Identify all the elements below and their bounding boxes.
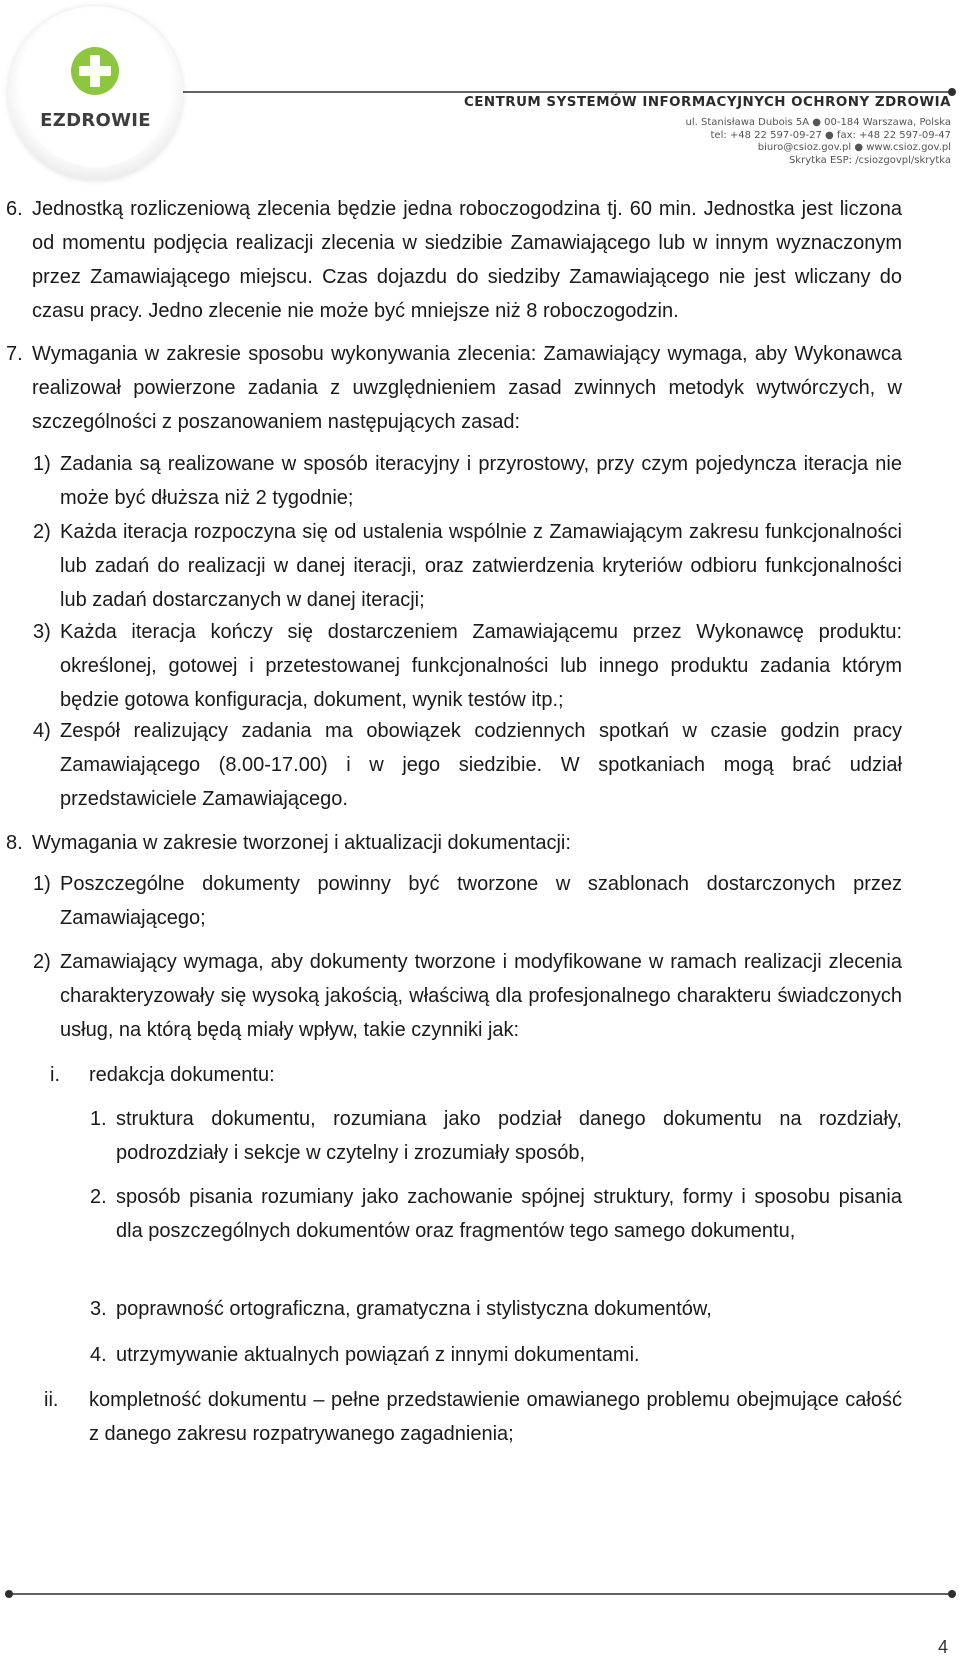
section-number: 6. xyxy=(6,198,23,220)
list-item-text: Każda iteracja rozpoczyna się od ustalenia wspólnie z Zamawiającym zakresu funkcjonalności lub zadań do realizacji w danej iteracji, oraz zatwierdzenia kryteriów odbioru funkcjonalności lub zadań dostarczanych w danej iteracji; xyxy=(60,521,902,611)
sub-list-text: poprawność ortograficzna, gramatyczna i stylistyczna dokumentów, xyxy=(116,1298,712,1320)
list-item xyxy=(33,447,902,515)
section-text: Wymagania w zakresie tworzonej i aktualizacji dokumentacji: xyxy=(32,832,571,854)
roman-numeral: ii. xyxy=(44,1389,59,1411)
contact-esp: Skrytka ESP: /csiozgovpl/skrytka xyxy=(788,154,951,166)
page-number: 4 xyxy=(937,1637,948,1657)
list-item-text: Poszczególne dokumenty powinny być tworzone w szablonach dostarczonych przez Zamawiającego; xyxy=(60,873,902,929)
section-text: Jednostką rozliczeniową zlecenia będzie jedna roboczogodzina tj. 60 min. Jednostka jest liczona od momentu podjęcia realizacji zlecenia w siedzibie Zamawiającego lub w innym wyznaczonym przez Zamawiającego miejscu. Czas dojazdu do siedziby Zamawiającego nie jest wliczany do czasu pracy. Jedno zlecenie nie może być mniejsze niż 8 roboczogodzin. xyxy=(32,198,902,322)
list-item-text: Zespół realizujący zadania ma obowiązek codziennych spotkań w czasie godzin pracy Zamawiającego (8.00-17.00) i w jego siedzibie. W spotkaniach mogą brać udział przedstawiciele Zamawiającego. xyxy=(60,720,902,810)
list-item-text: Każda iteracja kończy się dostarczeniem Zamawiającemu przez Wykonawcę produktu: określonej, gotowej i przetestowanej funkcjonalności lub innego produktu zadania którym będzie gotowa konfiguracja, dokument, wynik testów itp.; xyxy=(60,621,902,711)
list-item xyxy=(33,867,902,935)
section-7 xyxy=(6,337,902,439)
roman-item-text: redakcja dokumentu: xyxy=(89,1064,275,1086)
roman-item-i xyxy=(50,1058,902,1092)
sub-list-item xyxy=(90,1338,902,1372)
list-item xyxy=(33,714,902,816)
roman-item-ii xyxy=(44,1383,902,1451)
roman-numeral: i. xyxy=(50,1064,60,1086)
contact-address: ul. Stanisława Dubois 5A ● 00-184 Warszawa, Polska xyxy=(685,117,951,128)
list-item-number: 2) xyxy=(33,951,51,973)
section-8 xyxy=(6,826,902,860)
institution-name: CENTRUM SYSTEMÓW INFORMACYJNYCH OCHRONY ZDROWIA xyxy=(463,95,951,110)
list-item-text: Zamawiający wymaga, aby dokumenty tworzone i modyfikowane w ramach realizacji zlecenia charakteryzowały się wysoką jakością, właściwą dla profesjonalnego charakteru świadczonych usług, na którą będą miały wpływ, takie czynniki jak: xyxy=(60,951,902,1041)
sub-list-number: 4. xyxy=(90,1344,107,1366)
list-item-number: 3) xyxy=(33,621,51,643)
section-number: 8. xyxy=(6,832,23,854)
section-6 xyxy=(6,192,902,328)
list-item-number: 4) xyxy=(33,720,51,742)
footer-rule xyxy=(0,1588,960,1600)
section-text: Wymagania w zakresie sposobu wykonywania zlecenia: Zamawiający wymaga, aby Wykonawca realizował powierzone zadania z uwzględnieniem zasad zwinnych metodyk wytwórczych, w szczególności z poszanowaniem następujących zasad: xyxy=(32,343,902,433)
list-item xyxy=(33,515,902,617)
sub-list-number: 1. xyxy=(90,1108,107,1130)
contact-phone: tel: +48 22 597-09-27 ● fax: +48 22 597-09-47 xyxy=(710,129,951,141)
sub-list-text: struktura dokumentu, rozumiana jako podział danego dokumentu na rozdziały, podrozdziały i sekcje w czytelny i zrozumiały sposób, xyxy=(116,1108,902,1164)
section-number: 7. xyxy=(6,343,23,365)
ezdrowie-logo xyxy=(8,6,183,181)
list-item xyxy=(33,945,902,1047)
list-item-number: 2) xyxy=(33,521,51,543)
list-item-number: 1) xyxy=(33,873,51,895)
sub-list-number: 3. xyxy=(90,1298,107,1320)
contact-block xyxy=(686,117,951,167)
sub-list-text: utrzymywanie aktualnych powiązań z innymi dokumentami. xyxy=(116,1344,640,1366)
list-item xyxy=(33,615,902,717)
list-item-text: Zadania są realizowane w sposób iteracyjny i przyrostowy, przy czym pojedyncza iteracja nie może być dłuższa niż 2 tygodnie; xyxy=(60,453,902,509)
sub-list-item xyxy=(90,1102,902,1170)
sub-list-number: 2. xyxy=(90,1186,107,1208)
list-item-number: 1) xyxy=(33,453,51,475)
sub-list-item xyxy=(90,1292,902,1326)
sub-list-text: sposób pisania rozumiany jako zachowanie spójnej struktury, formy i sposobu pisania dla poszczególnych dokumentów oraz fragmentów tego samego dokumentu, xyxy=(116,1186,902,1242)
plus-cross-icon xyxy=(70,46,120,96)
logo-text: EZDROWIE xyxy=(40,110,151,131)
sub-list-item xyxy=(90,1180,902,1248)
roman-item-text: kompletność dokumentu – pełne przedstawienie omawianego problemu obejmujące całość z danego zakresu rozpatrywanego zagadnienia; xyxy=(89,1389,902,1445)
contact-email-web: biuro@csioz.gov.pl ● www.csioz.gov.pl xyxy=(757,142,951,153)
